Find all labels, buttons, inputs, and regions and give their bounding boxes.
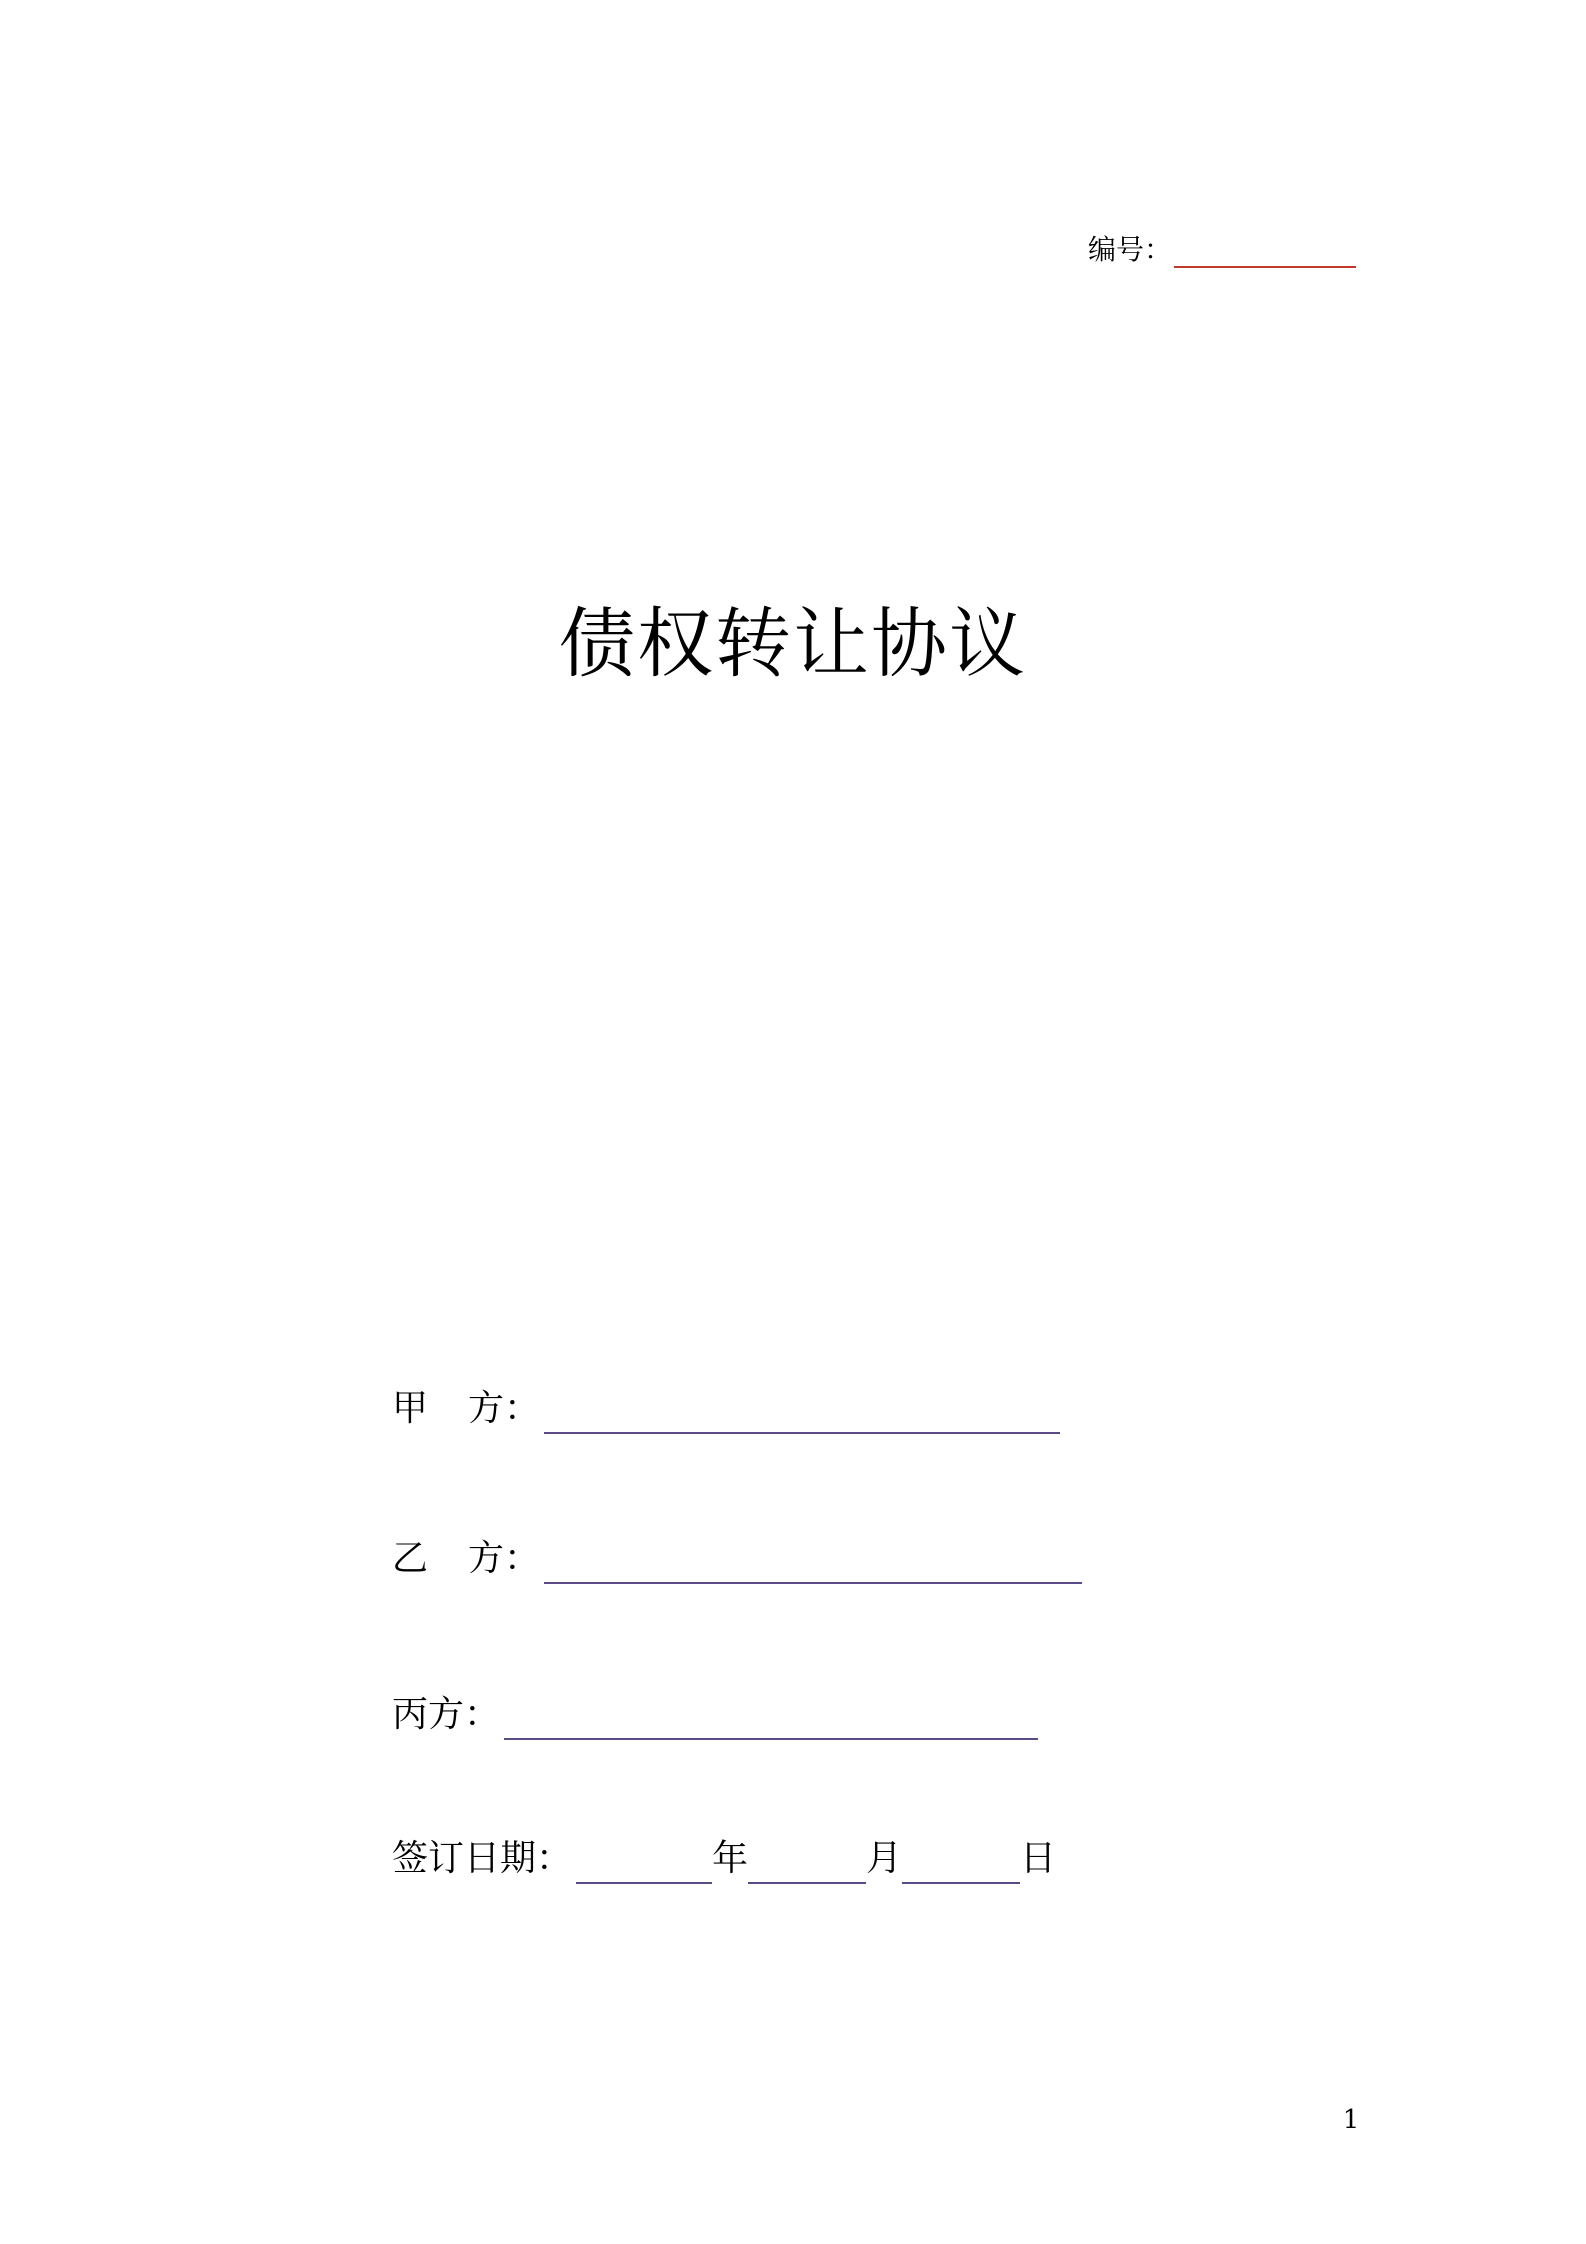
party-c-label: 丙方： xyxy=(392,1694,501,1735)
party-a-label-suffix: 方： xyxy=(468,1388,541,1429)
serial-number-label: 编号： xyxy=(1088,233,1173,266)
party-a-label-char: 甲 xyxy=(392,1388,429,1429)
day-unit: 日 xyxy=(1020,1838,1057,1879)
signing-date-label: 签订日期： xyxy=(392,1838,573,1879)
page-number: 1 xyxy=(1342,2105,1360,2135)
signing-day-field[interactable] xyxy=(902,1842,1020,1884)
party-b-label-suffix: 方： xyxy=(468,1538,541,1579)
party-c-field[interactable] xyxy=(504,1698,1038,1740)
party-b-field[interactable] xyxy=(544,1542,1082,1584)
party-b-label-char: 乙 xyxy=(392,1538,429,1579)
party-c-row xyxy=(392,1690,1038,1740)
party-a-field[interactable] xyxy=(544,1392,1060,1434)
serial-number-field[interactable] xyxy=(1174,236,1356,268)
signing-date-row xyxy=(392,1834,1056,1884)
year-unit: 年 xyxy=(712,1838,749,1879)
signing-year-field[interactable] xyxy=(576,1842,712,1884)
document-title: 债权转让协议 xyxy=(559,599,1027,688)
month-unit: 月 xyxy=(866,1838,903,1879)
party-b-row xyxy=(392,1534,1082,1584)
serial-number-line xyxy=(1088,232,1356,268)
signing-month-field[interactable] xyxy=(748,1842,866,1884)
party-a-row xyxy=(392,1384,1060,1434)
